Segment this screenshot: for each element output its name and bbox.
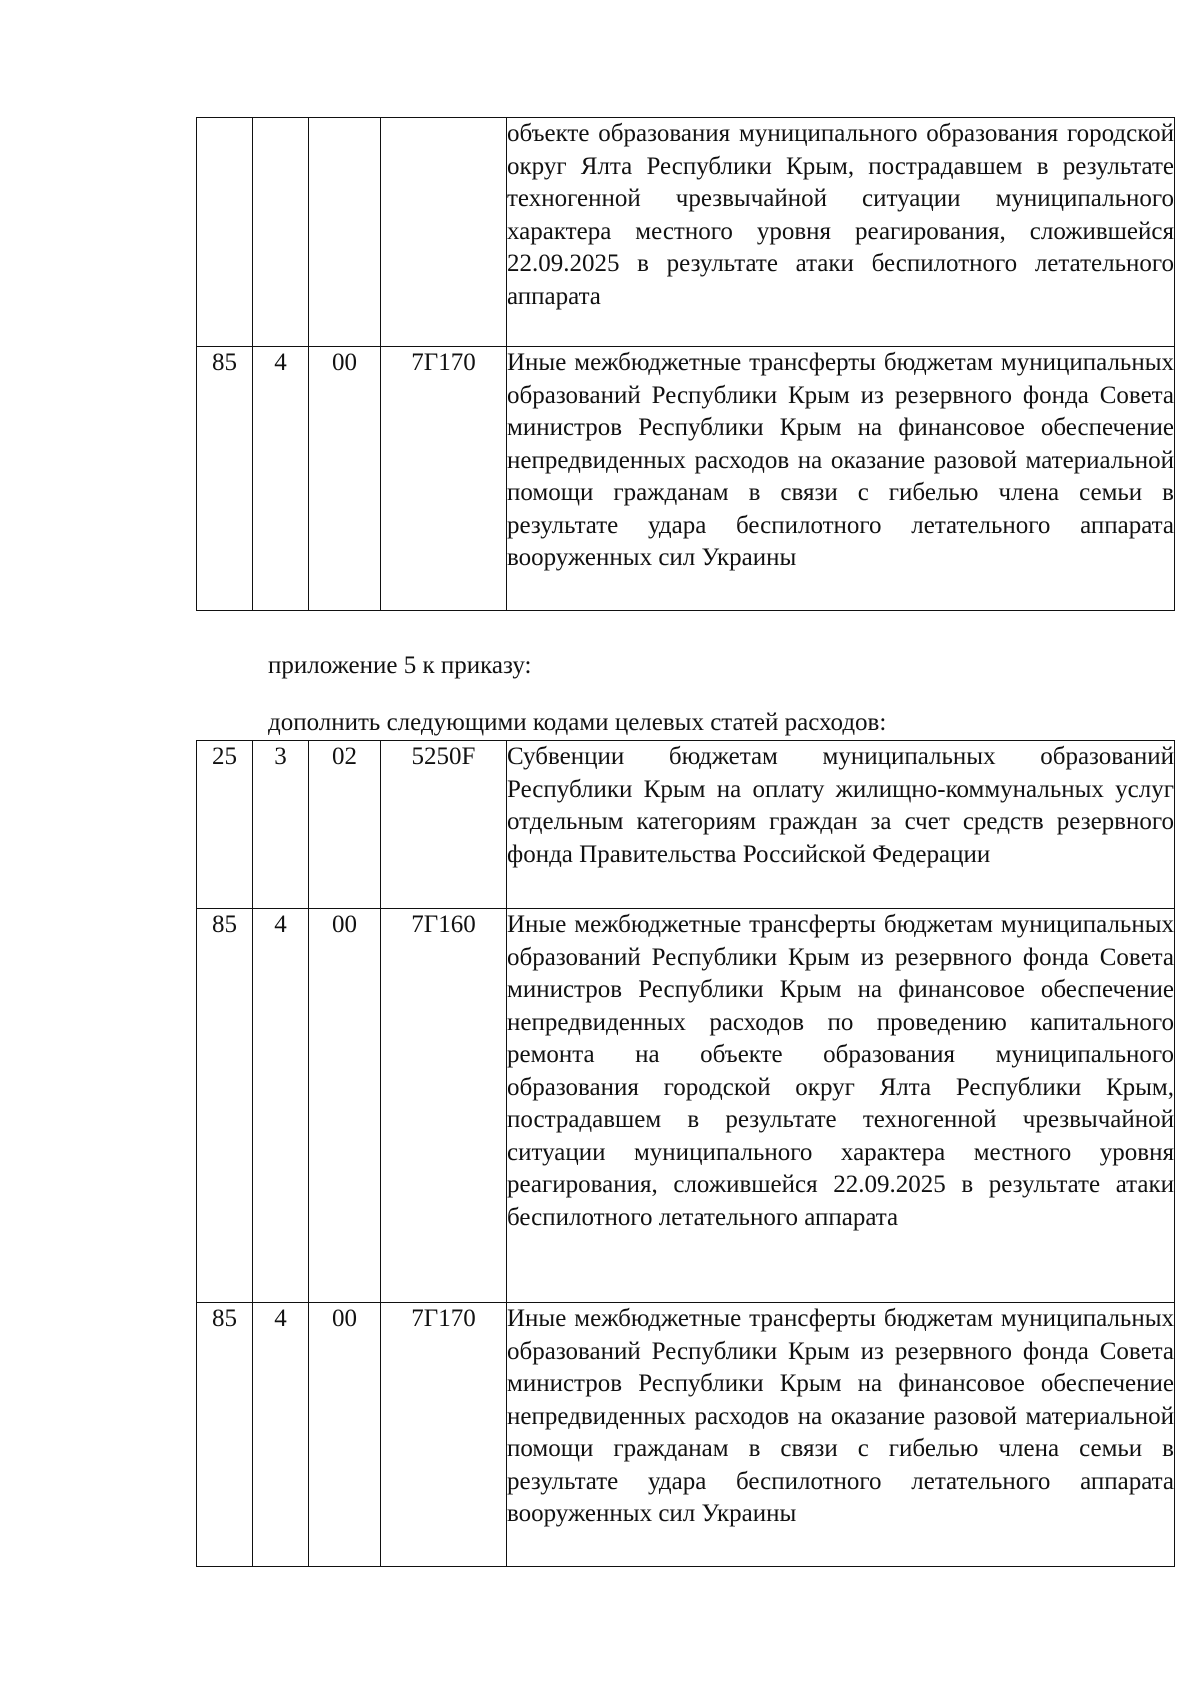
code-cell-4: 5250F <box>381 741 507 909</box>
table-row <box>197 741 1175 909</box>
code-cell-4: 7Г170 <box>381 1303 507 1567</box>
description-cell: объекте образования муниципального образования городской округ Ялта Республики Крым, пострадавшем в результате техногенной чрезвычайной ситуации муниципального характера местного уровня реагирования, сложившейся 22.09.2025 в результате атаки беспилотного летательного аппарата <box>507 118 1175 347</box>
code-cell-4 <box>381 118 507 347</box>
code-cell-2 <box>253 118 309 347</box>
code-cell-1: 85 <box>197 347 253 611</box>
code-cell-2: 4 <box>253 347 309 611</box>
description-cell: Иные межбюджетные трансферты бюджетам муниципальных образований Республики Крым из резервного фонда Совета министров Республики Крым на финансовое обеспечение непредвиденных расходов по проведению капитального ремонта на объекте образования муниципального образования городской округ Ялта Республики Крым, пострадавшем в результате техногенной чрезвычайной ситуации муниципального характера местного уровня реагирования, сложившейся 22.09.2025 в результате атаки беспилотного летательного аппарата <box>507 909 1175 1303</box>
code-cell-2: 3 <box>253 741 309 909</box>
code-cell-1: 85 <box>197 1303 253 1567</box>
budget-codes-table-additions <box>196 740 1175 1567</box>
code-cell-2: 4 <box>253 1303 309 1567</box>
table-row <box>197 1303 1175 1567</box>
description-cell: Субвенции бюджетам муниципальных образований Республики Крым на оплату жилищно-коммунальных услуг отдельным категориям граждан за счет средств резервного фонда Правительства Российской Федерации <box>507 741 1175 909</box>
code-cell-1 <box>197 118 253 347</box>
appendix-paragraph: приложение 5 к приказу: <box>268 652 532 679</box>
table-row <box>197 118 1175 347</box>
code-cell-3: 00 <box>309 1303 381 1567</box>
description-cell: Иные межбюджетные трансферты бюджетам муниципальных образований Республики Крым из резервного фонда Совета министров Республики Крым на финансовое обеспечение непредвиденных расходов на оказание разовой материальной помощи гражданам в связи с гибелью члена семьи в результате удара беспилотного летательного аппарата вооруженных сил Украины <box>507 347 1175 611</box>
code-cell-4: 7Г170 <box>381 347 507 611</box>
code-cell-3: 00 <box>309 347 381 611</box>
code-cell-3: 02 <box>309 741 381 909</box>
description-cell: Иные межбюджетные трансферты бюджетам муниципальных образований Республики Крым из резервного фонда Совета министров Республики Крым на финансовое обеспечение непредвиденных расходов на оказание разовой материальной помощи гражданам в связи с гибелью члена семьи в результате удара беспилотного летательного аппарата вооруженных сил Украины <box>507 1303 1175 1567</box>
table-row <box>197 347 1175 611</box>
table-row <box>197 909 1175 1303</box>
code-cell-1: 25 <box>197 741 253 909</box>
code-cell-4: 7Г160 <box>381 909 507 1303</box>
code-cell-1: 85 <box>197 909 253 1303</box>
budget-codes-table-continued <box>196 117 1175 611</box>
code-cell-3 <box>309 118 381 347</box>
supplement-paragraph: дополнить следующими кодами целевых статей расходов: <box>268 709 887 736</box>
code-cell-2: 4 <box>253 909 309 1303</box>
code-cell-3: 00 <box>309 909 381 1303</box>
